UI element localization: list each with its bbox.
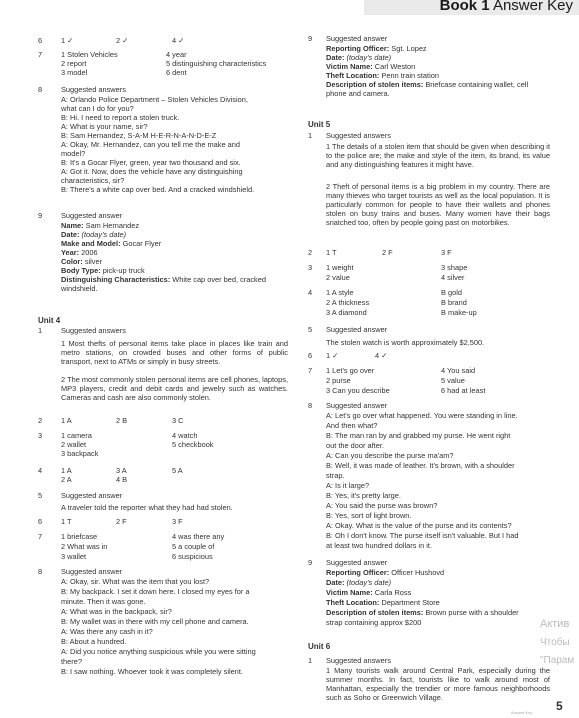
- activation-overlay-line1: Актив: [540, 618, 570, 630]
- unit-5-heading: Unit 5: [308, 120, 331, 129]
- footer-label: Answer Key: [511, 710, 533, 715]
- activation-overlay-line2: Чтобы: [540, 637, 570, 648]
- unit-6-heading: Unit 6: [308, 642, 331, 651]
- page-number: 5: [556, 699, 563, 713]
- page-title: Book 1 Answer Key: [439, 0, 573, 14]
- activation-overlay-line3: "Парам: [540, 655, 575, 666]
- header-bar: [364, 0, 579, 15]
- unit-4-heading: Unit 4: [38, 316, 61, 325]
